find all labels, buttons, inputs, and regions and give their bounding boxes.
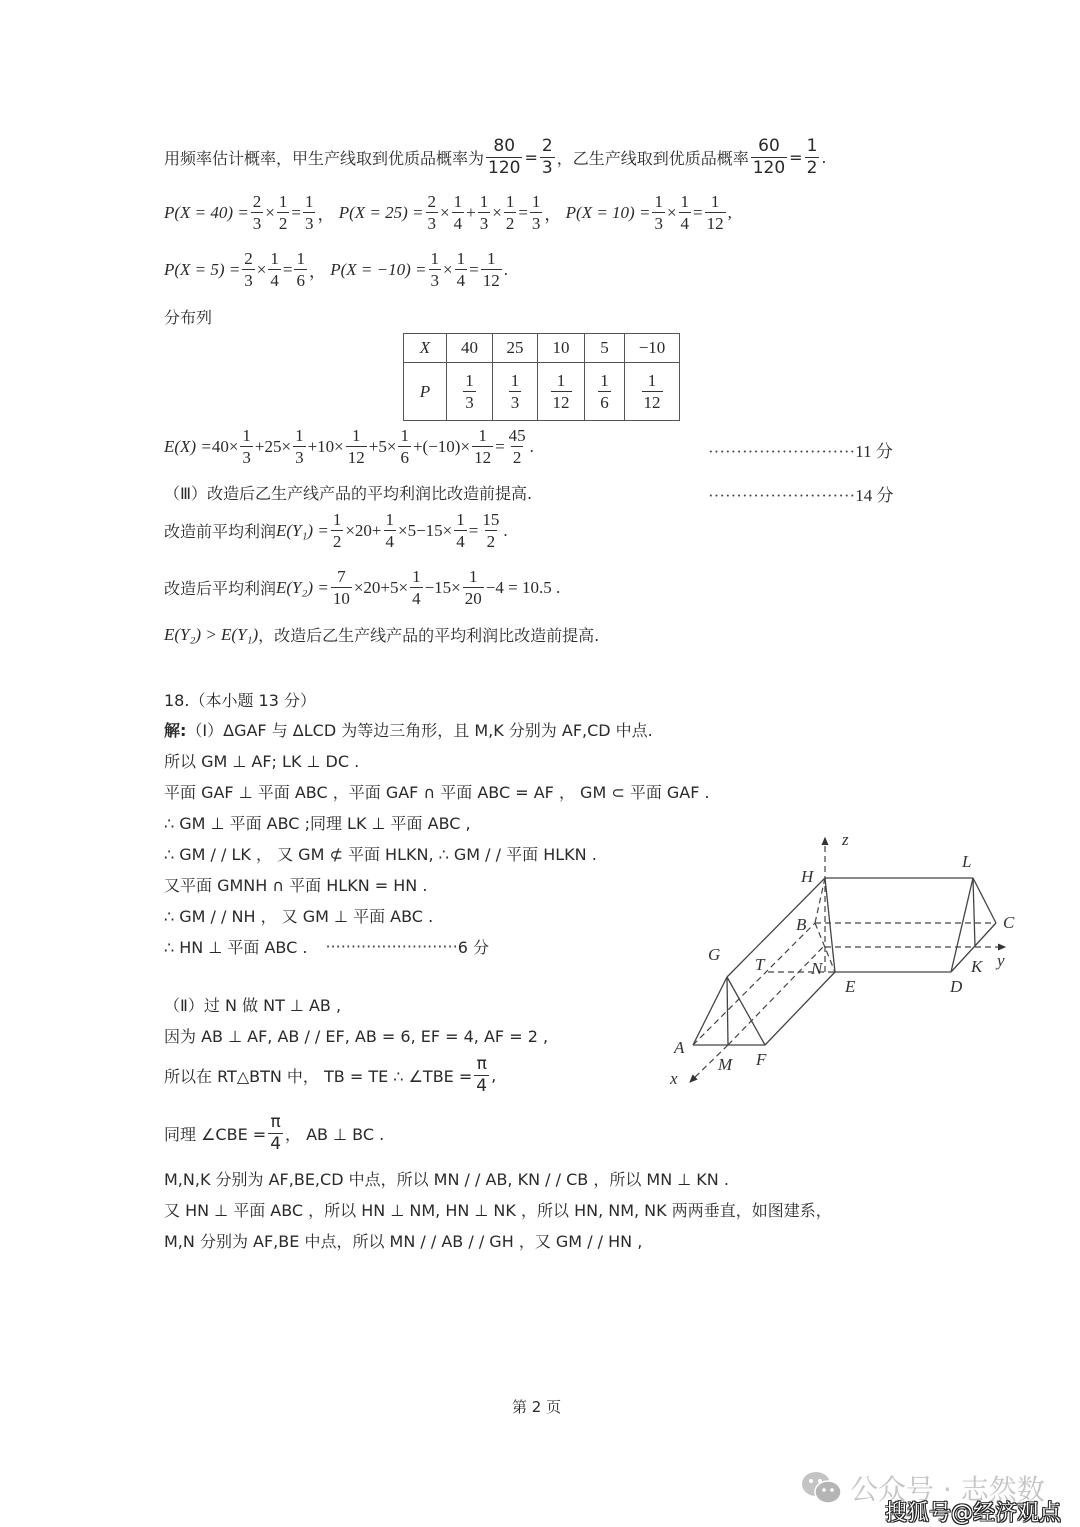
term: +5× — [368, 436, 397, 456]
numerator: 45 — [508, 426, 526, 445]
numerator: 2 — [541, 136, 553, 156]
fraction — [242, 250, 255, 289]
denominator: 3 — [531, 214, 541, 233]
fraction — [455, 250, 468, 289]
table-cell: X — [404, 334, 447, 363]
label-F: F — [756, 1050, 767, 1069]
fraction — [474, 1056, 489, 1095]
ey1-label: E(Y₁) = — [276, 520, 329, 540]
denominator: 3 — [654, 214, 663, 233]
text: （Ⅰ）ΔGAF 与 ΔLCD 为等边三角形，且 M,K 分别为 AF,CD 中点. — [186, 721, 653, 740]
term: = — [468, 520, 479, 540]
denominator: 6 — [400, 448, 409, 467]
numerator: 1 — [469, 567, 478, 586]
fraction — [293, 427, 306, 466]
numerator: 1 — [295, 426, 304, 445]
numerator: π — [476, 1054, 487, 1074]
fraction — [751, 138, 787, 177]
label-K: K — [971, 957, 983, 976]
table-cell: P — [404, 363, 447, 421]
denominator: 12 — [706, 214, 724, 233]
table-cell — [538, 363, 585, 421]
label-N: N — [811, 959, 823, 978]
table-cell: 25 — [493, 334, 538, 363]
q18-p2-line-2: 因为 AB ⊥ AF, AB / / EF, AB = 6, EF = 4, AF = 2 , — [164, 1027, 549, 1046]
fraction — [452, 193, 465, 232]
fraction — [410, 568, 423, 607]
fraction — [426, 193, 439, 232]
fraction — [480, 511, 501, 550]
denominator: 4 — [456, 271, 466, 290]
label-B: B — [796, 915, 807, 934]
fraction — [346, 427, 367, 466]
term: −15× — [424, 577, 461, 597]
equals: = — [789, 148, 803, 167]
fraction — [805, 138, 820, 177]
label-z: z — [842, 830, 849, 849]
denominator: 4 — [270, 271, 279, 290]
edge-GM — [727, 977, 728, 1045]
ey1-line: 改造前平均利润 E(Y₁) = $\frac{1}{2}$ ×20+ $\frac{1}{4}$ ×5−15× $\frac{1}{4}$ = $\frac{15}{2}$ . — [164, 510, 508, 551]
fraction — [240, 427, 253, 466]
numerator: 60 — [758, 136, 780, 156]
score-text: 11 分 — [855, 442, 893, 461]
term: 40× — [211, 436, 239, 456]
fraction — [463, 372, 476, 411]
q18-line-1 — [164, 718, 653, 741]
denominator: 2 — [505, 214, 515, 233]
denominator: 4 — [476, 1076, 488, 1096]
numerator: 1 — [600, 371, 609, 390]
fraction — [504, 193, 517, 232]
p25-label: P(X = 25) = — [338, 202, 424, 222]
denominator: 3 — [304, 214, 314, 233]
numerator: 1 — [270, 249, 279, 268]
denominator: 2 — [512, 448, 522, 467]
denominator: 2 — [332, 532, 342, 551]
ex-label: E(X) = — [164, 436, 212, 456]
label-G: G — [708, 945, 721, 964]
q18-line-4: ∴ GM ⊥ 平面 ABC ;同理 LK ⊥ 平面 ABC , — [164, 814, 471, 833]
fraction — [331, 568, 352, 607]
equals: = — [524, 148, 538, 167]
q18-tail-line-2: 又 HN ⊥ 平面 ABC ，所以 HN ⊥ NM, HN ⊥ NK ，所以 HN, NM, NK 两两垂直，如图建系， — [164, 1201, 832, 1220]
denominator: 12 — [347, 448, 365, 467]
denominator: 10 — [332, 589, 350, 608]
text: ，改造后乙生产线产品的平均利润比改造前提高. — [258, 626, 600, 645]
table-row — [404, 363, 680, 421]
ey2-line — [164, 568, 560, 607]
numerator: 1 — [242, 426, 251, 445]
numerator: 2 — [244, 249, 253, 268]
denominator: 20 — [464, 589, 482, 608]
label-x: x — [670, 1069, 678, 1088]
fraction — [384, 511, 397, 550]
fraction — [530, 193, 543, 232]
fraction — [598, 372, 611, 411]
label-L: L — [962, 852, 972, 871]
q18-tail-line-1: M,N,K 分别为 AF,BE,CD 中点，所以 MN / / AB, KN / / CB ，所以 MN ⊥ KN . — [164, 1170, 729, 1189]
label-H: H — [801, 867, 814, 886]
page-number: 第 2 页 — [512, 1398, 562, 1416]
term: ×20+ — [345, 520, 382, 540]
term: +(−10)× — [412, 436, 471, 456]
q18-rt-line — [164, 1056, 496, 1095]
label-D: D — [950, 977, 963, 996]
fraction — [294, 250, 307, 289]
edge-GF — [727, 977, 765, 1045]
term: +25× — [254, 436, 292, 456]
numerator: 1 — [654, 192, 663, 211]
numerator: 15 — [482, 510, 500, 529]
numerator: 1 — [430, 249, 439, 268]
denominator: 3 — [244, 271, 253, 290]
edge-LK — [973, 878, 975, 947]
denominator: 4 — [680, 214, 690, 233]
numerator: 1 — [385, 510, 394, 529]
denominator: 4 — [453, 214, 463, 233]
numerator: 1 — [400, 426, 409, 445]
text: 同理 ∠CBE = — [164, 1125, 267, 1144]
p5-label: P(X = 5) = — [164, 259, 241, 279]
fraction — [486, 138, 522, 177]
distribution-table — [403, 333, 680, 421]
conclusion-line — [164, 623, 599, 646]
score-text: 6 分 — [457, 938, 489, 957]
q18-p2-line-1: （Ⅱ）过 N 做 NT ⊥ AB , — [164, 996, 342, 1015]
table-row — [404, 334, 680, 363]
q18-line-6: 又平面 GMNH ∩ 平面 HLKN = HN . — [164, 876, 428, 895]
label-C: C — [1003, 913, 1015, 932]
text: ，乙生产线取到优质品概率 — [556, 149, 749, 168]
fraction — [642, 372, 663, 411]
text: 改造前平均利润 — [164, 522, 277, 541]
denominator: 2 — [278, 214, 288, 233]
prob-line-2: P(X = 5) = $\frac{2}{3}$ × $\frac{1}{4}$ = $\frac{1}{6}$ ， P(X = −10) = $\frac{1}{3}$ × $\frac{1}{4}$ = $\frac{1}{12}$ . — [164, 249, 508, 290]
numerator: 1 — [647, 371, 657, 390]
text: , — [491, 1066, 497, 1085]
q18-line-7: ∴ GM / / NH ， 又 GM ⊥ 平面 ABC . — [164, 907, 434, 926]
table-cell — [447, 363, 493, 421]
label-y: y — [997, 951, 1005, 970]
edge-GA — [693, 977, 727, 1045]
fraction — [277, 193, 290, 232]
fraction — [679, 193, 692, 232]
numerator: 1 — [510, 371, 520, 390]
fraction — [472, 427, 493, 466]
table-cell: 40 — [447, 334, 493, 363]
denominator: 4 — [412, 589, 421, 608]
fraction — [251, 193, 264, 232]
edge-HB-hidden — [815, 878, 825, 923]
numerator: 2 — [427, 192, 437, 211]
text: 所以在 RT△BTN 中， TB = TE ∴ ∠TBE = — [164, 1067, 473, 1086]
q18-line-8: ∴ HN ⊥ 平面 ABC . ·························· 6 分 — [164, 937, 489, 957]
denominator: 3 — [427, 214, 437, 233]
edge-EF — [765, 972, 835, 1045]
table-cell: 10 — [538, 334, 585, 363]
fraction — [268, 250, 281, 289]
denominator: 3 — [252, 214, 262, 233]
table-cell: −10 — [625, 334, 680, 363]
text: ， AB ⊥ BC . — [285, 1125, 385, 1144]
sohu-watermark: 搜狐号@经济观点 — [885, 1501, 1062, 1526]
fraction — [429, 250, 442, 289]
numerator: 1 — [456, 249, 466, 268]
numerator: 1 — [304, 192, 314, 211]
edge-HE — [825, 878, 835, 972]
fraction — [540, 138, 555, 177]
numerator: 1 — [806, 136, 818, 156]
q18-line-3: 平面 GAF ⊥ 平面 ABC ，平面 GAF ∩ 平面 ABC = AF ， GM ⊂ 平面 GAF . — [164, 783, 710, 802]
numerator: 1 — [479, 192, 489, 211]
fraction — [478, 193, 491, 232]
wechat-watermark-text: 公众号 · 志然数 — [850, 1473, 1045, 1506]
numerator: 2 — [252, 192, 262, 211]
fraction — [331, 511, 344, 550]
denominator: 3 — [465, 393, 474, 412]
fraction — [398, 427, 411, 466]
wechat-icon — [800, 1470, 844, 1506]
score-14: ··························14 分 — [708, 486, 894, 505]
edge-AB-hidden — [693, 923, 815, 1045]
denominator: 3 — [295, 448, 304, 467]
q18-line-5: ∴ GM / / LK ， 又 GM ⊄ 平面 HLKN, ∴ GM / / 平面 HLKN . — [164, 845, 597, 864]
p40-label: P(X = 40) = — [164, 202, 249, 222]
label-A: A — [674, 1038, 685, 1057]
table-cell — [625, 363, 680, 421]
numerator: 1 — [332, 510, 342, 529]
period: . — [821, 148, 827, 167]
score-text: 14 分 — [855, 486, 894, 505]
numerator: π — [270, 1112, 281, 1132]
numerator: 7 — [337, 567, 346, 586]
prob-line-1: P(X = 40) = $\frac{2}{3}$ × $\frac{1}{2}$ = $\frac{1}{3}$ ， P(X = 25) = $\frac{2}{3}$ × $\frac{1}{4}$ + $\frac{1}{3}$ × $\frac{1}{2}$ = $\frac{1}{3}$ ， P(X = 10) = $\frac{1}{3}$ × $\frac{1}{4}$ = $\frac{1}{12}$ , — [164, 192, 732, 233]
denominator: 4 — [270, 1134, 282, 1154]
edge-LD — [951, 878, 973, 972]
p10-label: P(X = 10) = — [565, 202, 651, 222]
denominator: 4 — [385, 532, 394, 551]
fraction — [509, 372, 522, 411]
denominator: 120 — [752, 158, 786, 178]
numerator: 1 — [456, 510, 465, 529]
fraction — [463, 568, 484, 607]
term: +10× — [307, 436, 344, 456]
q18-title: 18.（本小题 13 分） — [164, 691, 316, 710]
fraction — [303, 193, 316, 232]
denominator: 3 — [510, 393, 520, 412]
numerator: 1 — [465, 371, 474, 390]
numerator: 1 — [478, 426, 487, 445]
denominator: 6 — [296, 271, 305, 290]
numerator: 1 — [531, 192, 541, 211]
term: ×5−15× — [398, 520, 453, 540]
numerator: 1 — [680, 192, 690, 211]
denominator: 6 — [600, 393, 609, 412]
numerator: 1 — [412, 567, 421, 586]
part3-line: （Ⅲ）改造后乙生产线产品的平均利润比改造前提高. — [164, 484, 533, 503]
denominator: 3 — [541, 158, 553, 178]
numerator: 1 — [505, 192, 515, 211]
text: 用频率估计概率，甲生产线取到优质品概率为 — [164, 149, 485, 168]
table-cell: 5 — [585, 334, 625, 363]
text: ∴ HN ⊥ 平面 ABC . — [164, 938, 308, 957]
q18-tail-line-3: M,N 分别为 AF,BE 中点，所以 MN / / AB / / GH ，又 GM / / HN , — [164, 1232, 643, 1251]
fraction — [705, 193, 726, 232]
edge-LC — [973, 878, 996, 923]
fraction — [652, 193, 665, 232]
denominator: 12 — [643, 393, 661, 412]
denominator: 3 — [242, 448, 251, 467]
denominator: 2 — [486, 532, 496, 551]
denominator: 12 — [482, 271, 500, 290]
fraction — [454, 511, 467, 550]
denominator: 3 — [430, 271, 439, 290]
freq-estimate-line — [164, 138, 827, 177]
dist-label: 分布列 — [164, 308, 213, 327]
fraction — [481, 250, 502, 289]
numerator: 1 — [352, 426, 361, 445]
denominator: 120 — [488, 158, 521, 178]
denominator: 3 — [479, 214, 489, 233]
denominator: 2 — [806, 158, 818, 178]
geometry-diagram — [660, 820, 1040, 1100]
denominator: 12 — [552, 393, 570, 412]
numerator: 1 — [710, 192, 720, 211]
label-M: M — [718, 1055, 733, 1074]
math: E(Y₂) > E(Y₁) — [164, 624, 259, 644]
numerator: 80 — [493, 136, 516, 156]
numerator: 1 — [486, 249, 496, 268]
table-cell — [585, 363, 625, 421]
ey2-label: E(Y₂) = — [276, 577, 329, 597]
denominator: 4 — [456, 532, 465, 551]
pm10-label: P(X = −10) = — [330, 259, 427, 279]
fraction — [507, 427, 528, 466]
numerator: 1 — [453, 192, 463, 211]
numerator: 1 — [556, 371, 566, 390]
label-E: E — [845, 977, 856, 996]
table-cell — [493, 363, 538, 421]
q18-line-2: 所以 GM ⊥ AF; LK ⊥ DC . — [164, 752, 360, 771]
numerator: 1 — [296, 249, 305, 268]
text: 改造后平均利润 — [164, 579, 277, 598]
fraction — [268, 1114, 283, 1153]
denominator: 12 — [474, 448, 492, 467]
fraction — [551, 372, 572, 411]
expectation-line: E(X) = 40× $\frac{1}{3}$ +25× $\frac{1}{3}$ +10× $\frac{1}{12}$ +5× $\frac{1}{6}$ +(−10)× $\frac{1}{12}$ = $\frac{45}{2}$ . — [164, 426, 534, 467]
term: ×20+5× — [353, 577, 409, 597]
score-11: ··························11 分 — [708, 442, 893, 461]
term: −4 = 10.5 . — [485, 577, 561, 597]
label-T: T — [755, 955, 765, 974]
solve-label: 解: — [164, 721, 187, 740]
q18-same-line — [164, 1114, 384, 1153]
numerator: 1 — [278, 192, 288, 211]
